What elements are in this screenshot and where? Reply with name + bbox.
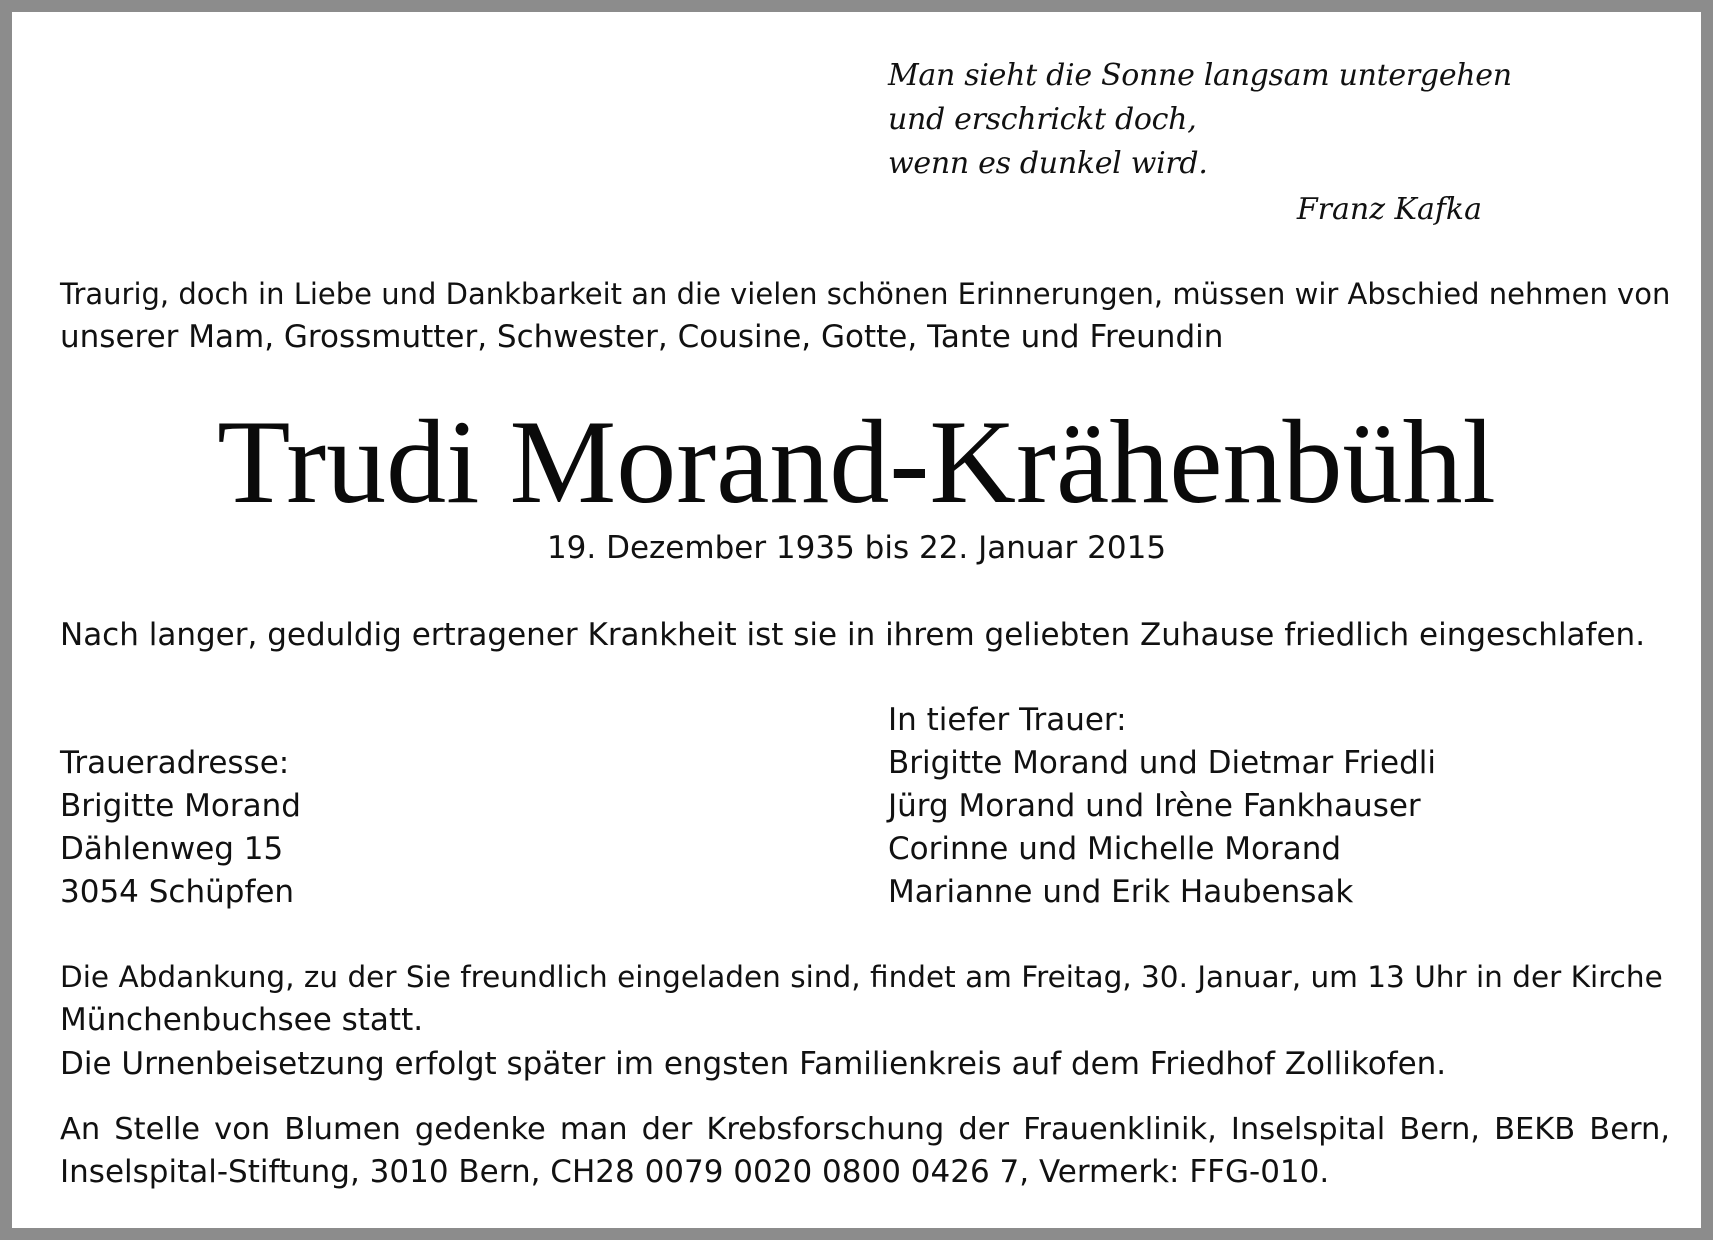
mourners-label: In tiefer Trauer:	[888, 702, 1127, 738]
passing-notice: Nach langer, geduldig ertragener Krankheit ist sie in ihrem geliebten Zuhause friedlich eingeschlafen.	[60, 617, 1646, 653]
intro-line-2: unserer Mam, Grossmutter, Schwester, Cousine, Gotte, Tante und Freundin	[60, 319, 1224, 355]
mourner-3: Corinne und Michelle Morand	[888, 831, 1342, 867]
intro-line-1: Traurig, doch in Liebe und Dankbarkeit an die vielen schönen Erinnerungen, müssen wir Abschied nehmen von	[60, 277, 1671, 311]
kafka-quote	[888, 54, 1512, 186]
funeral-line-1: Die Abdankung, zu der Sie freundlich eingeladen sind, findet am Freitag, 30. Januar, um 13 Uhr in der Kirche	[60, 960, 1663, 994]
quote-line-3: wenn es dunkel wird.	[888, 146, 1208, 181]
funeral-paragraph	[60, 956, 1670, 1042]
deceased-name: Trudi Morand-Krähenbühl	[217, 395, 1496, 528]
address-label: Traueradresse:	[60, 745, 290, 781]
mourners-list	[888, 699, 1436, 914]
mourner-1: Brigitte Morand und Dietmar Friedli	[888, 745, 1437, 781]
donation-line-1: An Stelle von Blumen gedenke man der Krebsforschung der Frauenklinik, Inselspital Bern, BEKB Bern,	[60, 1112, 1670, 1147]
mourner-2: Jürg Morand und Irène Fankhauser	[888, 788, 1421, 824]
urn-paragraph: Die Urnenbeisetzung erfolgt später im engsten Familienkreis auf dem Friedhof Zollikofen.	[60, 1046, 1447, 1082]
address-line-3: 3054 Schüpfen	[60, 874, 295, 910]
obituary-card	[12, 12, 1701, 1228]
quote-author: Franz Kafka	[1296, 192, 1482, 227]
mourner-4: Marianne und Erik Haubensak	[888, 874, 1354, 910]
quote-line-2: und erschrickt doch,	[888, 102, 1197, 137]
quote-line-1: Man sieht die Sonne langsam untergehen	[888, 58, 1512, 93]
donation-line-2: Inselspital-Stiftung, 3010 Bern, CH28 0079 0020 0800 0426 7, Vermerk: FFG-010.	[60, 1154, 1330, 1190]
address-line-2: Dählenweg 15	[60, 831, 284, 867]
donation-paragraph	[60, 1108, 1670, 1194]
address-line-1: Brigitte Morand	[60, 788, 301, 824]
mourning-address	[60, 742, 301, 914]
funeral-line-2: Münchenbuchsee statt.	[60, 1002, 424, 1038]
intro-paragraph	[60, 273, 1670, 359]
life-dates: 19. Dezember 1935 bis 22. Januar 2015	[546, 530, 1167, 566]
